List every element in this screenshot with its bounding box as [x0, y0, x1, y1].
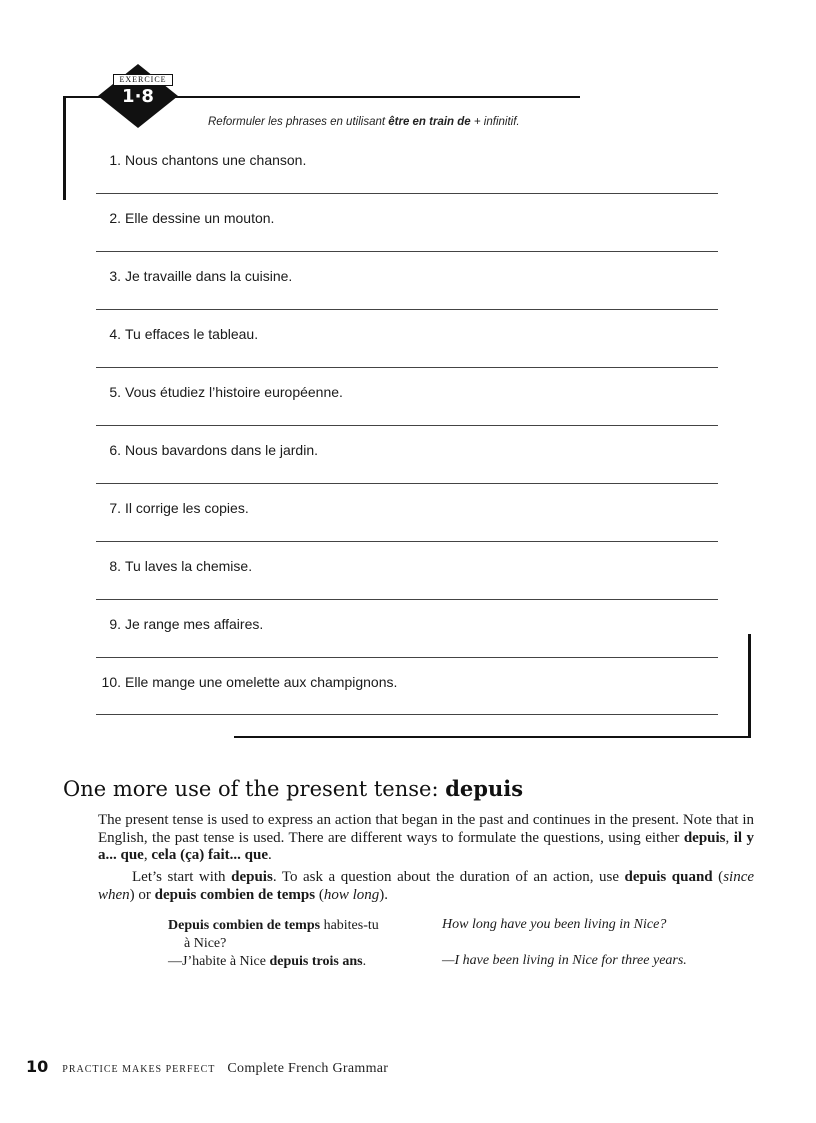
exercise-frame-left-rule [63, 96, 66, 200]
para-text: Let’s start with [132, 869, 232, 885]
exercise-item [96, 558, 718, 574]
example-text: —J’habite à Nice [168, 954, 270, 969]
item-sentence: Nous chantons une chanson. [125, 152, 307, 168]
item-number: 1. [109, 152, 121, 168]
answer-line[interactable] [96, 309, 718, 310]
example-bold: Depuis combien de temps [168, 918, 321, 933]
para-text: , [725, 829, 734, 846]
exercise-item [96, 500, 718, 516]
instructions-bold: être en train de [388, 116, 471, 128]
para-bold: depuis [231, 869, 273, 885]
answer-line[interactable] [96, 193, 718, 194]
instructions-text-end: + infinitif. [470, 116, 520, 128]
para-text: ( [712, 869, 724, 885]
example-answer-translation: —I have been living in Nice for three years. [442, 953, 687, 968]
para-text: , [143, 847, 152, 863]
para-text: The present tense is used to express an action that began in the past and continues in the present. Note that in English, the past tense is used. There are different ways to formulate the questions, using either [98, 812, 754, 846]
answer-line[interactable] [96, 483, 718, 484]
item-number: 10. [101, 674, 121, 690]
answer-line[interactable] [96, 251, 718, 252]
exercise-item [96, 152, 718, 168]
example-answer [168, 953, 418, 971]
item-sentence: Il corrige les copies. [125, 500, 249, 516]
exercise-item [96, 442, 718, 458]
heading-bold-term: depuis [445, 776, 524, 801]
item-number: 4. [109, 326, 121, 342]
para-bold: cela (ça) fait... que [151, 847, 268, 863]
para-text: . To ask a question about the duration of an action, use [272, 869, 625, 885]
exercise-instructions [208, 116, 520, 128]
body-paragraph [98, 812, 754, 865]
body-paragraph [98, 869, 754, 904]
section-heading [63, 776, 523, 801]
exercise-item [96, 268, 718, 284]
para-italic: since when [98, 869, 755, 903]
answer-line[interactable] [96, 425, 718, 426]
example-text: habites-tu [320, 918, 379, 933]
para-italic: how long [323, 886, 380, 903]
answer-line[interactable] [96, 714, 718, 715]
exercise-item [96, 616, 718, 632]
instructions-text: Reformuler les phrases en utilisant [208, 116, 389, 128]
para-bold: depuis combien de temps [154, 886, 316, 903]
para-bold: depuis [683, 829, 726, 846]
item-sentence: Je range mes affaires. [125, 616, 264, 632]
answer-line[interactable] [96, 657, 718, 658]
item-number: 2. [109, 210, 121, 226]
example-text: . [362, 954, 367, 969]
exercise-frame-right-rule [748, 634, 751, 738]
item-sentence: Elle dessine un mouton. [125, 210, 275, 226]
exercise-item [96, 210, 718, 226]
answer-line[interactable] [96, 599, 718, 600]
item-number: 5. [109, 384, 121, 400]
item-number: 3. [109, 268, 121, 284]
exercise-item [96, 674, 718, 690]
exercise-frame-bottom-rule [234, 736, 751, 738]
heading-text: One more use of the present tense: [63, 777, 446, 801]
example-question-translation: How long have you been living in Nice? [442, 917, 667, 932]
exercise-badge [98, 64, 178, 128]
series-name: PRACTICE MAKES PERFECT [62, 1064, 216, 1075]
para-text: ( [315, 886, 324, 903]
item-sentence: Tu laves la chemise. [125, 558, 253, 574]
exercise-item [96, 384, 718, 400]
example-text-continued: à Nice? [184, 935, 227, 951]
item-number: 8. [109, 558, 121, 574]
item-sentence: Elle mange une omelette aux champignons. [125, 674, 398, 690]
exercise-item [96, 326, 718, 342]
item-number: 9. [109, 616, 121, 632]
exercise-number: 1·8 [122, 86, 154, 107]
item-sentence: Tu effaces le tableau. [125, 326, 259, 342]
para-bold: il y a... que [98, 829, 755, 863]
book-title: Complete French Grammar [227, 1061, 389, 1076]
exercise-label: EXERCICE [113, 74, 173, 86]
example-bold: depuis trois ans [269, 954, 363, 969]
item-sentence: Nous bavardons dans le jardin. [125, 442, 319, 458]
para-bold: depuis quand [624, 869, 713, 885]
para-text: ). [379, 886, 389, 903]
page-footer [26, 1057, 388, 1077]
answer-line[interactable] [96, 367, 718, 368]
item-number: 6. [109, 442, 121, 458]
example-question [168, 917, 418, 952]
answer-line[interactable] [96, 541, 718, 542]
item-number: 7. [109, 500, 121, 516]
para-text: ) or [129, 886, 155, 903]
page-number: 10 [26, 1057, 49, 1076]
para-text: . [267, 847, 272, 863]
item-sentence: Vous étudiez l’histoire européenne. [125, 384, 343, 400]
item-sentence: Je travaille dans la cuisine. [125, 268, 293, 284]
